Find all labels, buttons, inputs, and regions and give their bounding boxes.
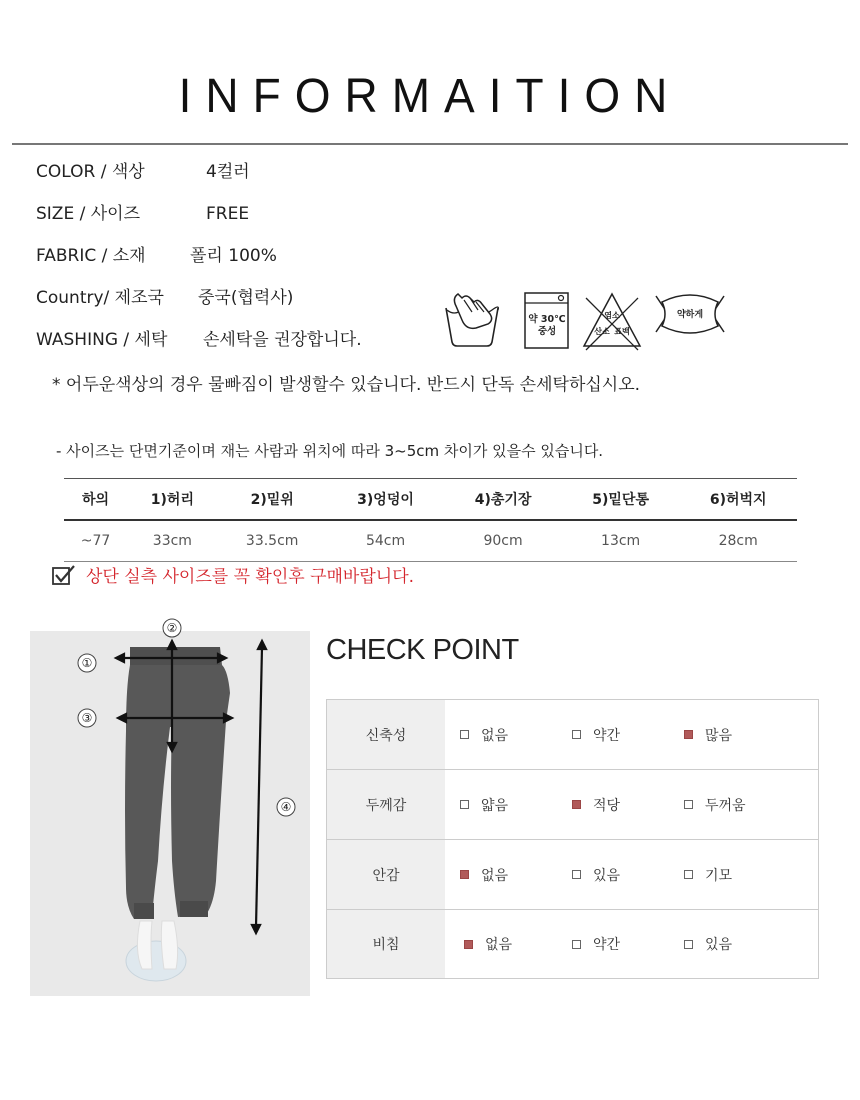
option-label: 없음 bbox=[481, 727, 509, 744]
washing-icons bbox=[442, 290, 732, 354]
warning-text: 상단 실측 사이즈를 꼭 확인후 구매바랍니다. bbox=[86, 567, 415, 587]
size-table-header bbox=[64, 479, 797, 521]
option-box bbox=[460, 730, 469, 739]
size-table bbox=[64, 478, 797, 562]
check-option bbox=[572, 910, 620, 978]
temp-sub-label: 중성 bbox=[537, 326, 557, 337]
option-box-selected bbox=[684, 730, 693, 739]
check-option bbox=[684, 770, 746, 839]
check-row-sheerness bbox=[327, 910, 818, 978]
bleach-left-label: 산소 bbox=[594, 327, 610, 336]
option-box bbox=[572, 730, 581, 739]
check-option bbox=[572, 770, 620, 839]
check-row-label: 비침 bbox=[327, 910, 445, 978]
option-label: 약간 bbox=[593, 727, 621, 744]
option-label: 적당 bbox=[593, 797, 621, 814]
info-value: 중국(협력사) bbox=[198, 288, 294, 308]
check-row-thickness bbox=[327, 770, 818, 839]
header-cell: 5)밑단통 bbox=[562, 479, 680, 521]
option-label: 기모 bbox=[705, 867, 733, 884]
gentle-wring-icon bbox=[652, 290, 728, 340]
table-row bbox=[64, 520, 797, 562]
check-row-label: 안감 bbox=[327, 840, 445, 909]
info-label: SIZE / 사이즈 bbox=[36, 204, 140, 224]
table-cell: 13cm bbox=[562, 520, 680, 562]
header-cell: 3)엉덩이 bbox=[327, 479, 445, 521]
check-row-lining bbox=[327, 840, 818, 909]
check-point-table bbox=[326, 699, 819, 979]
check-option bbox=[460, 770, 508, 839]
measure-marker-2: ② bbox=[166, 621, 178, 635]
option-label: 많음 bbox=[705, 727, 733, 744]
option-label: 없음 bbox=[481, 867, 509, 884]
option-label: 없음 bbox=[485, 937, 513, 953]
hand-wash-icon bbox=[442, 290, 502, 354]
option-box-selected bbox=[464, 940, 473, 949]
option-label: 있음 bbox=[593, 867, 621, 884]
check-row-stretch bbox=[327, 700, 818, 769]
option-label: 있음 bbox=[705, 937, 733, 953]
option-box-selected bbox=[460, 870, 469, 879]
option-box bbox=[684, 800, 693, 809]
product-photo bbox=[30, 631, 310, 996]
size-measure-note: - 사이즈는 단면기준이며 재는 사람과 위치에 따라 3~5cm 차이가 있을수 있습니다. bbox=[56, 442, 604, 460]
bleach-right-label: 표백 bbox=[614, 327, 630, 336]
check-option bbox=[684, 840, 732, 909]
check-option bbox=[684, 700, 732, 769]
table-cell: 33cm bbox=[127, 520, 217, 562]
check-row-label: 두께감 bbox=[327, 770, 445, 839]
option-box bbox=[572, 870, 581, 879]
header-cell: 4)총기장 bbox=[444, 479, 562, 521]
info-label: Country/ 제조국 bbox=[36, 288, 164, 308]
table-cell: 28cm bbox=[679, 520, 797, 562]
size-check-warning bbox=[52, 562, 414, 587]
info-label: WASHING / 세탁 bbox=[36, 330, 168, 350]
header-cell: 6)허벅지 bbox=[679, 479, 797, 521]
check-option bbox=[572, 700, 620, 769]
measure-marker-4: ④ bbox=[280, 800, 292, 814]
page-title: INFORMAITION bbox=[178, 67, 682, 123]
option-box bbox=[684, 870, 693, 879]
water-temperature-icon bbox=[524, 290, 570, 350]
option-box-selected bbox=[572, 800, 581, 809]
wring-label: 약하게 bbox=[676, 310, 704, 320]
table-cell: ~77 bbox=[64, 520, 127, 562]
info-label: COLOR / 색상 bbox=[36, 162, 145, 182]
option-label: 두꺼움 bbox=[705, 797, 746, 814]
no-bleach-icon bbox=[580, 290, 644, 352]
info-value: FREE bbox=[206, 204, 250, 224]
check-option bbox=[572, 840, 620, 909]
option-box bbox=[460, 800, 469, 809]
table-cell: 54cm bbox=[327, 520, 445, 562]
info-value: 폴리 100% bbox=[190, 246, 277, 266]
table-cell: 33.5cm bbox=[218, 520, 327, 562]
measure-marker-2-badge bbox=[160, 618, 184, 640]
color-fade-note: * 어두운색상의 경우 물빠짐이 발생할수 있습니다. 반드시 단독 손세탁하십시오. bbox=[52, 375, 641, 395]
header-cell: 2)밑위 bbox=[218, 479, 327, 521]
option-label: 얇음 bbox=[481, 797, 509, 814]
measure-marker-3: ③ bbox=[81, 711, 93, 725]
pants-measure-diagram bbox=[30, 631, 310, 996]
check-option bbox=[464, 910, 512, 978]
check-option bbox=[460, 700, 508, 769]
option-box bbox=[684, 940, 693, 949]
title-divider bbox=[12, 143, 848, 145]
checkbox-checked-icon bbox=[52, 564, 76, 586]
check-point-title: CHECK POINT bbox=[326, 634, 519, 666]
header-cell: 하의 bbox=[64, 479, 127, 521]
check-option bbox=[460, 840, 508, 909]
info-label: FABRIC / 소재 bbox=[36, 246, 146, 266]
check-option bbox=[684, 910, 732, 978]
option-box bbox=[572, 940, 581, 949]
info-value: 손세탁을 권장합니다. bbox=[203, 330, 362, 350]
check-row-label: 신축성 bbox=[327, 700, 445, 769]
header-cell: 1)허리 bbox=[127, 479, 217, 521]
bleach-top-label: 염소 bbox=[604, 311, 620, 320]
table-cell: 90cm bbox=[444, 520, 562, 562]
temp-label: 약 30℃ bbox=[528, 314, 566, 325]
info-value: 4컬러 bbox=[206, 162, 250, 182]
option-label: 약간 bbox=[593, 937, 621, 953]
measure-marker-1: ① bbox=[81, 656, 93, 670]
